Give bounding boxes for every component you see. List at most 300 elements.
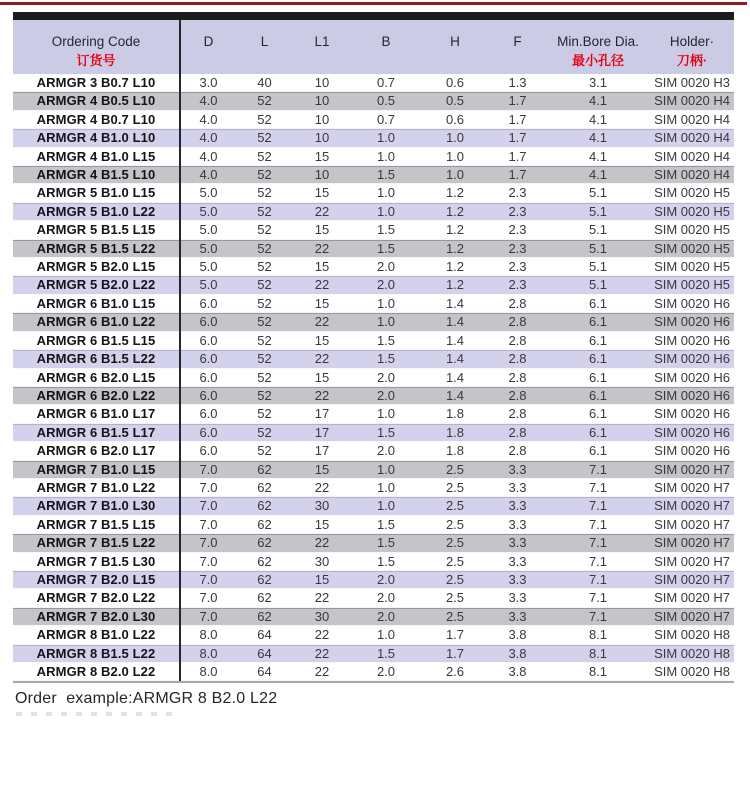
spec-value-cell: 8.1 xyxy=(546,645,650,663)
spec-value-cell: 2.8 xyxy=(489,405,546,423)
spec-value-cell: 8.0 xyxy=(181,663,236,681)
spec-value-cell: 2.0 xyxy=(351,589,421,607)
spec-value-cell: 4.0 xyxy=(181,129,236,147)
spec-value-cell: 2.0 xyxy=(351,258,421,276)
ordering-code-cell: ARMGR 4 B1.5 L10 xyxy=(13,166,181,184)
header-col-f-label: F xyxy=(513,34,522,49)
spec-value-cell: 7.0 xyxy=(181,608,236,626)
spec-value-cell: 2.8 xyxy=(489,424,546,442)
spec-value-cell: 1.4 xyxy=(421,387,489,405)
spec-value-cell: 7.1 xyxy=(546,461,650,479)
header-col-h xyxy=(421,20,489,74)
table-row xyxy=(13,258,734,276)
spec-value-cell: 30 xyxy=(293,608,351,626)
spec-table-section xyxy=(13,12,734,683)
table-row xyxy=(13,387,734,405)
spec-value-cell: 1.0 xyxy=(351,313,421,331)
spec-value-cell: SIM 0020 H4 xyxy=(650,111,734,129)
spec-value-cell: SIM 0020 H6 xyxy=(650,295,734,313)
header-col-h-label: H xyxy=(450,34,460,49)
header-col-d xyxy=(181,20,236,74)
header-ordering-code-en: Ordering Code xyxy=(51,34,141,49)
spec-value-cell: 62 xyxy=(236,479,293,497)
table-row xyxy=(13,295,734,313)
table-row xyxy=(13,276,734,294)
spec-value-cell: 2.0 xyxy=(351,663,421,681)
spec-value-cell: 3.3 xyxy=(489,589,546,607)
header-ordering-code-zh: 订货号 xyxy=(76,53,116,68)
spec-value-cell: 10 xyxy=(293,92,351,110)
header-holder-zh: 刀柄· xyxy=(676,53,708,68)
spec-value-cell: 2.5 xyxy=(421,553,489,571)
spec-value-cell: 1.4 xyxy=(421,369,489,387)
spec-value-cell: 6.0 xyxy=(181,332,236,350)
spec-value-cell: 1.4 xyxy=(421,350,489,368)
spec-value-cell: 15 xyxy=(293,571,351,589)
spec-value-cell: 7.0 xyxy=(181,516,236,534)
spec-value-cell: 1.7 xyxy=(489,129,546,147)
spec-value-cell: 5.1 xyxy=(546,221,650,239)
spec-value-cell: SIM 0020 H7 xyxy=(650,479,734,497)
table-row xyxy=(13,92,734,110)
spec-value-cell: 1.5 xyxy=(351,645,421,663)
ordering-code-cell: ARMGR 7 B1.5 L30 xyxy=(13,553,181,571)
spec-value-cell: SIM 0020 H5 xyxy=(650,258,734,276)
spec-value-cell: 1.4 xyxy=(421,313,489,331)
ordering-code-cell: ARMGR 6 B1.0 L17 xyxy=(13,405,181,423)
ordering-code-cell: ARMGR 6 B2.0 L17 xyxy=(13,442,181,460)
spec-value-cell: 4.0 xyxy=(181,166,236,184)
table-row xyxy=(13,442,734,460)
spec-value-cell: 1.8 xyxy=(421,405,489,423)
spec-value-cell: 4.1 xyxy=(546,92,650,110)
spec-value-cell: 22 xyxy=(293,479,351,497)
spec-value-cell: SIM 0020 H6 xyxy=(650,332,734,350)
spec-value-cell: 4.0 xyxy=(181,111,236,129)
spec-value-cell: 1.0 xyxy=(351,479,421,497)
header-col-l1 xyxy=(293,20,351,74)
spec-value-cell: 6.0 xyxy=(181,313,236,331)
spec-value-cell: 2.8 xyxy=(489,313,546,331)
spec-value-cell: 2.8 xyxy=(489,442,546,460)
spec-value-cell: SIM 0020 H5 xyxy=(650,276,734,294)
spec-value-cell: SIM 0020 H8 xyxy=(650,626,734,644)
spec-value-cell: 5.0 xyxy=(181,203,236,221)
spec-value-cell: SIM 0020 H8 xyxy=(650,663,734,681)
spec-value-cell: 2.8 xyxy=(489,295,546,313)
header-col-l xyxy=(236,20,293,74)
header-col-d-label: D xyxy=(203,34,214,49)
spec-value-cell: 2.3 xyxy=(489,276,546,294)
spec-value-cell: 6.1 xyxy=(546,442,650,460)
spec-value-cell: 3.8 xyxy=(489,645,546,663)
ordering-code-cell: ARMGR 5 B1.5 L15 xyxy=(13,221,181,239)
spec-value-cell: 3.3 xyxy=(489,516,546,534)
spec-value-cell: 0.6 xyxy=(421,111,489,129)
top-red-rule xyxy=(0,2,747,5)
spec-value-cell: 6.0 xyxy=(181,350,236,368)
header-ordering-code xyxy=(13,20,181,74)
spec-value-cell: SIM 0020 H7 xyxy=(650,589,734,607)
spec-value-cell: 6.0 xyxy=(181,295,236,313)
spec-value-cell: 1.5 xyxy=(351,553,421,571)
spec-value-cell: 1.0 xyxy=(351,626,421,644)
spec-value-cell: 0.7 xyxy=(351,74,421,92)
table-row xyxy=(13,313,734,331)
spec-value-cell: 1.7 xyxy=(489,111,546,129)
spec-value-cell: 7.1 xyxy=(546,516,650,534)
header-col-b xyxy=(351,20,421,74)
table-row xyxy=(13,516,734,534)
spec-value-cell: 7.0 xyxy=(181,589,236,607)
spec-value-cell: SIM 0020 H5 xyxy=(650,203,734,221)
spec-value-cell: 5.1 xyxy=(546,184,650,202)
spec-value-cell: 22 xyxy=(293,350,351,368)
spec-value-cell: 10 xyxy=(293,129,351,147)
spec-value-cell: 4.0 xyxy=(181,148,236,166)
spec-value-cell: 1.5 xyxy=(351,424,421,442)
spec-value-cell: 5.0 xyxy=(181,184,236,202)
ordering-code-cell: ARMGR 6 B2.0 L22 xyxy=(13,387,181,405)
spec-value-cell: 5.1 xyxy=(546,276,650,294)
spec-value-cell: 52 xyxy=(236,111,293,129)
spec-value-cell: 1.2 xyxy=(421,203,489,221)
spec-value-cell: 7.0 xyxy=(181,571,236,589)
spec-value-cell: 6.1 xyxy=(546,405,650,423)
spec-value-cell: 1.5 xyxy=(351,332,421,350)
spec-value-cell: 6.1 xyxy=(546,424,650,442)
spec-value-cell: 2.3 xyxy=(489,258,546,276)
table-row xyxy=(13,203,734,221)
table-row xyxy=(13,424,734,442)
spec-value-cell: SIM 0020 H7 xyxy=(650,534,734,552)
table-row xyxy=(13,129,734,147)
spec-value-cell: 1.0 xyxy=(421,166,489,184)
spec-value-cell: 2.0 xyxy=(351,387,421,405)
ordering-code-cell: ARMGR 6 B1.5 L22 xyxy=(13,350,181,368)
ordering-code-cell: ARMGR 8 B2.0 L22 xyxy=(13,663,181,681)
table-row xyxy=(13,645,734,663)
spec-value-cell: 6.1 xyxy=(546,387,650,405)
spec-value-cell: 30 xyxy=(293,497,351,515)
spec-value-cell: 52 xyxy=(236,166,293,184)
table-row xyxy=(13,148,734,166)
spec-value-cell: 7.1 xyxy=(546,534,650,552)
table-row xyxy=(13,497,734,515)
spec-value-cell: SIM 0020 H6 xyxy=(650,350,734,368)
spec-value-cell: 6.0 xyxy=(181,405,236,423)
spec-value-cell: 52 xyxy=(236,350,293,368)
spec-value-cell: 4.1 xyxy=(546,148,650,166)
ordering-code-cell: ARMGR 7 B1.5 L15 xyxy=(13,516,181,534)
spec-value-cell: 1.0 xyxy=(421,129,489,147)
spec-value-cell: 52 xyxy=(236,442,293,460)
spec-value-cell: 62 xyxy=(236,534,293,552)
spec-value-cell: 22 xyxy=(293,203,351,221)
spec-value-cell: 6.1 xyxy=(546,332,650,350)
table-row xyxy=(13,553,734,571)
spec-value-cell: 1.5 xyxy=(351,516,421,534)
spec-value-cell: 10 xyxy=(293,166,351,184)
table-row xyxy=(13,369,734,387)
spec-value-cell: 52 xyxy=(236,387,293,405)
table-row xyxy=(13,350,734,368)
spec-value-cell: 62 xyxy=(236,608,293,626)
spec-value-cell: 2.6 xyxy=(421,663,489,681)
table-row xyxy=(13,479,734,497)
spec-value-cell: 6.0 xyxy=(181,442,236,460)
spec-value-cell: 2.5 xyxy=(421,479,489,497)
spec-value-cell: 2.0 xyxy=(351,369,421,387)
spec-value-cell: 1.7 xyxy=(489,166,546,184)
spec-value-cell: 17 xyxy=(293,405,351,423)
spec-value-cell: 2.5 xyxy=(421,534,489,552)
spec-value-cell: 4.1 xyxy=(546,166,650,184)
spec-value-cell: SIM 0020 H4 xyxy=(650,148,734,166)
spec-value-cell: 1.8 xyxy=(421,442,489,460)
spec-value-cell: 52 xyxy=(236,240,293,258)
spec-value-cell: 6.1 xyxy=(546,295,650,313)
header-col-l-label: L xyxy=(260,34,269,49)
spec-value-cell: 52 xyxy=(236,92,293,110)
spec-value-cell: 17 xyxy=(293,442,351,460)
ordering-code-cell: ARMGR 7 B2.0 L15 xyxy=(13,571,181,589)
table-row xyxy=(13,332,734,350)
spec-value-cell: 1.0 xyxy=(351,148,421,166)
spec-value-cell: 1.5 xyxy=(351,240,421,258)
ordering-code-cell: ARMGR 5 B2.0 L15 xyxy=(13,258,181,276)
ordering-code-cell: ARMGR 7 B1.0 L22 xyxy=(13,479,181,497)
spec-value-cell: 2.0 xyxy=(351,276,421,294)
spec-value-cell: 0.5 xyxy=(351,92,421,110)
spec-value-cell: 1.2 xyxy=(421,276,489,294)
spec-value-cell: 3.3 xyxy=(489,571,546,589)
spec-value-cell: 2.5 xyxy=(421,608,489,626)
spec-value-cell: 2.5 xyxy=(421,497,489,515)
spec-value-cell: 5.1 xyxy=(546,258,650,276)
table-bottom-rule xyxy=(13,681,734,683)
spec-value-cell: 7.1 xyxy=(546,571,650,589)
spec-value-cell: 7.1 xyxy=(546,497,650,515)
spec-value-cell: 52 xyxy=(236,276,293,294)
spec-value-cell: 52 xyxy=(236,129,293,147)
spec-value-cell: 8.0 xyxy=(181,626,236,644)
ordering-code-cell: ARMGR 5 B1.0 L22 xyxy=(13,203,181,221)
ordering-code-cell: ARMGR 7 B2.0 L22 xyxy=(13,589,181,607)
spec-value-cell: SIM 0020 H6 xyxy=(650,369,734,387)
spec-value-cell: SIM 0020 H5 xyxy=(650,184,734,202)
spec-value-cell: SIM 0020 H4 xyxy=(650,166,734,184)
spec-value-cell: 15 xyxy=(293,516,351,534)
spec-table xyxy=(13,20,734,681)
spec-value-cell: 17 xyxy=(293,424,351,442)
table-row xyxy=(13,74,734,92)
spec-value-cell: 1.5 xyxy=(351,534,421,552)
spec-value-cell: 2.0 xyxy=(351,571,421,589)
spec-value-cell: 1.0 xyxy=(351,184,421,202)
spec-value-cell: 15 xyxy=(293,148,351,166)
ordering-code-cell: ARMGR 8 B1.0 L22 xyxy=(13,626,181,644)
spec-value-cell: 10 xyxy=(293,111,351,129)
spec-value-cell: 8.0 xyxy=(181,645,236,663)
spec-value-cell: SIM 0020 H6 xyxy=(650,442,734,460)
spec-value-cell: 15 xyxy=(293,461,351,479)
spec-value-cell: 62 xyxy=(236,589,293,607)
spec-value-cell: 52 xyxy=(236,405,293,423)
spec-value-cell: 7.0 xyxy=(181,479,236,497)
spec-value-cell: 4.0 xyxy=(181,92,236,110)
table-row xyxy=(13,405,734,423)
spec-value-cell: 22 xyxy=(293,276,351,294)
spec-value-cell: 3.3 xyxy=(489,553,546,571)
table-row xyxy=(13,240,734,258)
spec-value-cell: 5.1 xyxy=(546,240,650,258)
spec-value-cell: 6.1 xyxy=(546,313,650,331)
spec-value-cell: 40 xyxy=(236,74,293,92)
spec-value-cell: 7.0 xyxy=(181,497,236,515)
spec-value-cell: 2.5 xyxy=(421,461,489,479)
spec-value-cell: 62 xyxy=(236,461,293,479)
spec-value-cell: 8.1 xyxy=(546,626,650,644)
spec-value-cell: 1.0 xyxy=(351,461,421,479)
table-row xyxy=(13,626,734,644)
spec-value-cell: 6.0 xyxy=(181,424,236,442)
ordering-code-cell: ARMGR 7 B1.5 L22 xyxy=(13,534,181,552)
spec-value-cell: 15 xyxy=(293,221,351,239)
spec-value-cell: 7.0 xyxy=(181,534,236,552)
spec-value-cell: 52 xyxy=(236,332,293,350)
spec-value-cell: 22 xyxy=(293,534,351,552)
spec-value-cell: 0.5 xyxy=(421,92,489,110)
spec-value-cell: 52 xyxy=(236,203,293,221)
spec-value-cell: 1.2 xyxy=(421,184,489,202)
ordering-code-cell: ARMGR 6 B1.0 L22 xyxy=(13,313,181,331)
spec-value-cell: 5.0 xyxy=(181,258,236,276)
ordering-code-cell: ARMGR 5 B2.0 L22 xyxy=(13,276,181,294)
spec-value-cell: 62 xyxy=(236,516,293,534)
spec-value-cell: 62 xyxy=(236,571,293,589)
spec-value-cell: 2.0 xyxy=(351,442,421,460)
spec-value-cell: 15 xyxy=(293,369,351,387)
table-row xyxy=(13,111,734,129)
spec-value-cell: 52 xyxy=(236,369,293,387)
spec-value-cell: 0.6 xyxy=(421,74,489,92)
spec-value-cell: 6.0 xyxy=(181,369,236,387)
spec-value-cell: 10 xyxy=(293,74,351,92)
spec-value-cell: 1.5 xyxy=(351,221,421,239)
spec-value-cell: 3.3 xyxy=(489,497,546,515)
spec-value-cell: 2.8 xyxy=(489,332,546,350)
spec-value-cell: 22 xyxy=(293,387,351,405)
spec-value-cell: 1.0 xyxy=(351,295,421,313)
spec-value-cell: 1.0 xyxy=(351,129,421,147)
spec-value-cell: SIM 0020 H7 xyxy=(650,553,734,571)
spec-value-cell: 7.1 xyxy=(546,553,650,571)
spec-value-cell: 64 xyxy=(236,645,293,663)
spec-value-cell: 5.0 xyxy=(181,221,236,239)
spec-value-cell: 1.4 xyxy=(421,332,489,350)
spec-value-cell: 3.0 xyxy=(181,74,236,92)
ordering-code-cell: ARMGR 6 B1.5 L15 xyxy=(13,332,181,350)
spec-value-cell: SIM 0020 H7 xyxy=(650,608,734,626)
spec-value-cell: 5.1 xyxy=(546,203,650,221)
header-col-l1-label: L1 xyxy=(314,34,330,49)
header-col-f xyxy=(489,20,546,74)
spec-value-cell: 15 xyxy=(293,258,351,276)
header-holder xyxy=(650,20,734,74)
spec-value-cell: SIM 0020 H7 xyxy=(650,571,734,589)
table-body xyxy=(13,74,734,681)
ordering-code-cell: ARMGR 4 B1.0 L10 xyxy=(13,129,181,147)
spec-value-cell: 1.4 xyxy=(421,295,489,313)
spec-value-cell: 1.0 xyxy=(351,497,421,515)
spec-value-cell: SIM 0020 H7 xyxy=(650,461,734,479)
spec-value-cell: 1.7 xyxy=(421,626,489,644)
spec-value-cell: 1.0 xyxy=(351,203,421,221)
ordering-code-cell: ARMGR 6 B1.5 L17 xyxy=(13,424,181,442)
table-row xyxy=(13,589,734,607)
ordering-code-cell: ARMGR 4 B0.5 L10 xyxy=(13,92,181,110)
spec-value-cell: 7.0 xyxy=(181,553,236,571)
spec-value-cell: SIM 0020 H6 xyxy=(650,405,734,423)
spec-value-cell: 2.3 xyxy=(489,203,546,221)
spec-value-cell: 2.3 xyxy=(489,240,546,258)
spec-value-cell: SIM 0020 H6 xyxy=(650,387,734,405)
spec-value-cell: 2.5 xyxy=(421,571,489,589)
spec-value-cell: 15 xyxy=(293,184,351,202)
spec-value-cell: 1.5 xyxy=(351,166,421,184)
spec-value-cell: 15 xyxy=(293,295,351,313)
spec-value-cell: 30 xyxy=(293,553,351,571)
ordering-code-cell: ARMGR 5 B1.0 L15 xyxy=(13,184,181,202)
spec-value-cell: 1.0 xyxy=(421,148,489,166)
spec-value-cell: 1.3 xyxy=(489,74,546,92)
spec-value-cell: 8.1 xyxy=(546,663,650,681)
table-row xyxy=(13,184,734,202)
spec-value-cell: 3.3 xyxy=(489,534,546,552)
spec-value-cell: SIM 0020 H8 xyxy=(650,645,734,663)
spec-value-cell: 22 xyxy=(293,589,351,607)
spec-value-cell: 22 xyxy=(293,626,351,644)
spec-value-cell: 3.8 xyxy=(489,626,546,644)
spec-value-cell: SIM 0020 H4 xyxy=(650,92,734,110)
table-row xyxy=(13,534,734,552)
spec-value-cell: 4.1 xyxy=(546,111,650,129)
spec-value-cell: 1.7 xyxy=(489,92,546,110)
table-row xyxy=(13,166,734,184)
spec-value-cell: 52 xyxy=(236,295,293,313)
spec-value-cell: SIM 0020 H7 xyxy=(650,497,734,515)
ordering-code-cell: ARMGR 6 B1.0 L15 xyxy=(13,295,181,313)
ordering-code-cell: ARMGR 6 B2.0 L15 xyxy=(13,369,181,387)
spec-value-cell: 3.8 xyxy=(489,663,546,681)
spec-value-cell: 2.5 xyxy=(421,589,489,607)
spec-value-cell: 22 xyxy=(293,645,351,663)
spec-value-cell: SIM 0020 H4 xyxy=(650,129,734,147)
spec-value-cell: 22 xyxy=(293,313,351,331)
spec-value-cell: 5.0 xyxy=(181,240,236,258)
spec-value-cell: 1.7 xyxy=(421,645,489,663)
header-row xyxy=(13,20,734,74)
table-row xyxy=(13,663,734,681)
spec-value-cell: SIM 0020 H7 xyxy=(650,516,734,534)
spec-value-cell: 22 xyxy=(293,663,351,681)
spec-value-cell: 1.5 xyxy=(351,350,421,368)
table-top-bar xyxy=(13,12,734,20)
spec-value-cell: 1.2 xyxy=(421,221,489,239)
spec-value-cell: 52 xyxy=(236,148,293,166)
ordering-code-cell: ARMGR 3 B0.7 L10 xyxy=(13,74,181,92)
